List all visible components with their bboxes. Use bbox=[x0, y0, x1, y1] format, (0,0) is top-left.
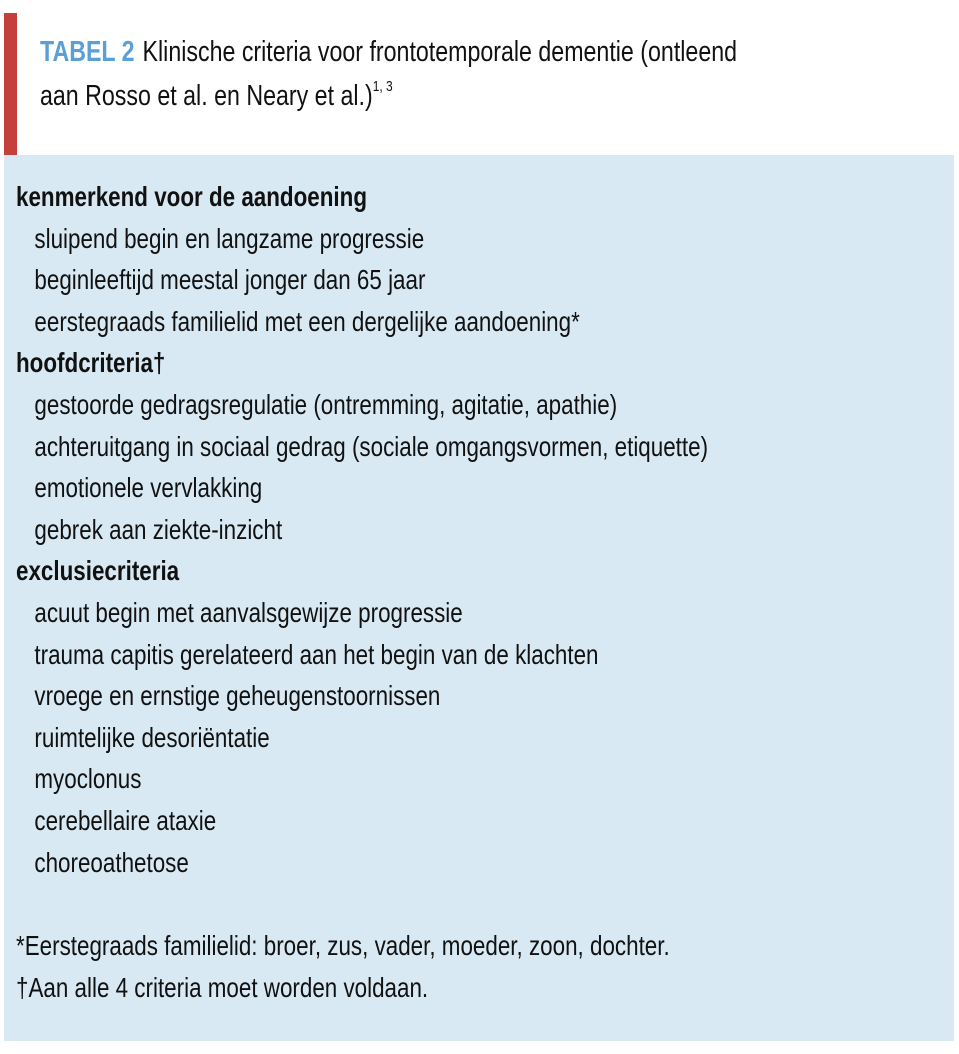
caption-text-1: Klinische criteria voor frontotemporale dementie (ontleend bbox=[142, 36, 738, 68]
list-item: gestoorde gedragsregulatie (ontremming, agitatie, apathie) bbox=[34, 388, 618, 420]
footnote: *Eerstegraads familielid: broer, zus, vader, moeder, zoon, dochter. bbox=[16, 930, 670, 962]
list-item: ruimtelijke desoriëntatie bbox=[34, 721, 270, 753]
list-item: gebrek aan ziekte-inzicht bbox=[34, 513, 283, 545]
section-heading: kenmerkend voor de aandoening bbox=[16, 181, 368, 212]
caption-refs: 1, 3 bbox=[372, 78, 393, 95]
table-label: TABEL 2 bbox=[40, 36, 135, 68]
spacer bbox=[16, 883, 708, 925]
table-content bbox=[16, 176, 708, 1008]
list-item: beginleeftijd meestal jonger dan 65 jaar bbox=[34, 264, 426, 296]
footnote: †Aan alle 4 criteria moet worden voldaan. bbox=[16, 971, 429, 1003]
list-item: sluipend begin en langzame progressie bbox=[34, 222, 425, 254]
list-item: achteruitgang in sociaal gedrag (sociale omgangsvormen, etiquette) bbox=[34, 430, 709, 462]
table-caption bbox=[40, 30, 772, 118]
list-item: cerebellaire ataxie bbox=[34, 804, 217, 836]
list-item: choreoathetose bbox=[34, 846, 189, 878]
list-item: myoclonus bbox=[34, 763, 142, 795]
accent-bar bbox=[4, 13, 17, 155]
list-item: emotionele vervlakking bbox=[34, 472, 263, 504]
caption-text-2: aan Rosso et al. en Neary et al.) bbox=[40, 80, 373, 112]
list-item: acuut begin met aanvalsgewijze progressie bbox=[34, 596, 463, 628]
list-item: vroege en ernstige geheugenstoornissen bbox=[34, 680, 441, 712]
caption-line-1 bbox=[40, 30, 772, 74]
list-item: eerstegraads familielid met een dergelijke aandoening* bbox=[34, 305, 580, 337]
section-heading: exclusiecriteria bbox=[16, 555, 180, 587]
caption-line-2 bbox=[40, 74, 772, 118]
section-heading: hoofdcriteria† bbox=[16, 347, 166, 379]
list-item: trauma capitis gerelateerd aan het begin van de klachten bbox=[34, 638, 599, 670]
